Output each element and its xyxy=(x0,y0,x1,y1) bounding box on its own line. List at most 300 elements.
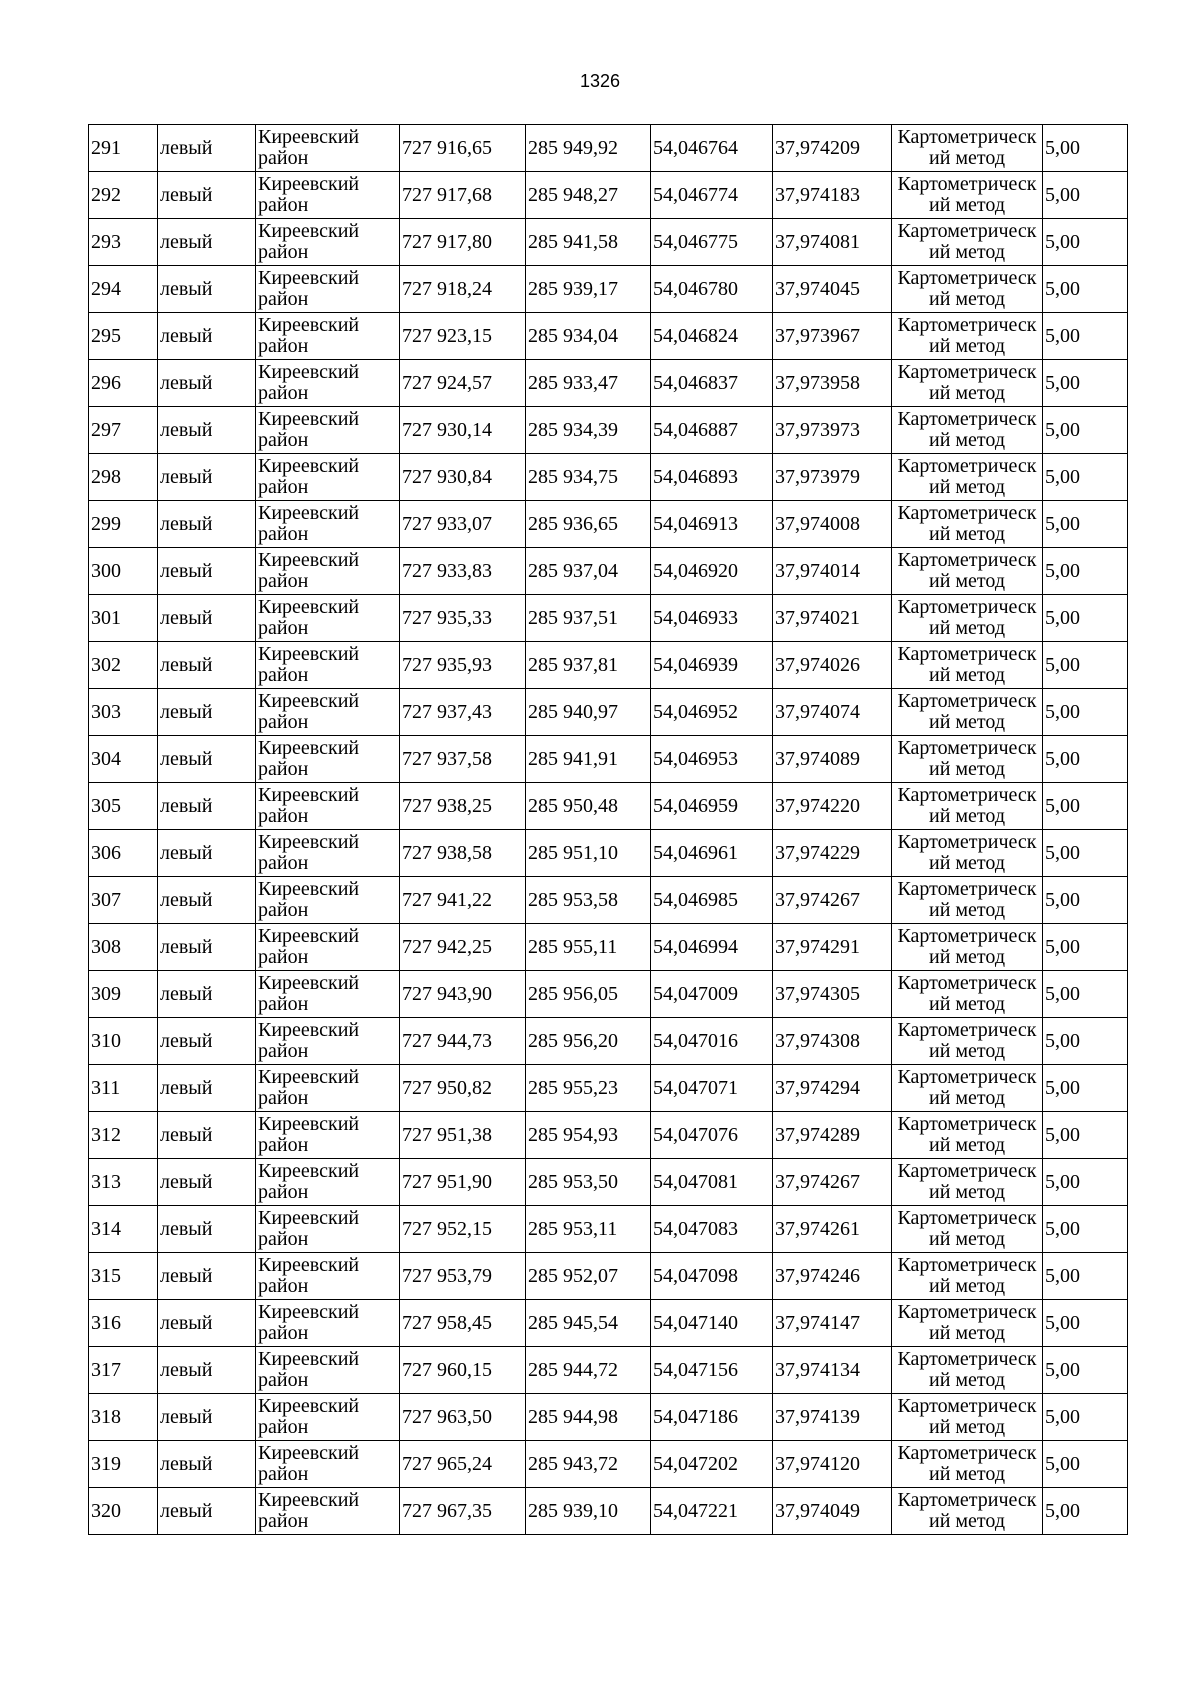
x-coordinate-cell: 727 935,93 xyxy=(400,642,526,689)
latitude-cell: 54,047083 xyxy=(651,1206,773,1253)
method-cell: Картометрическ ий метод xyxy=(892,125,1043,172)
point-number-cell: 318 xyxy=(89,1394,158,1441)
x-coordinate-cell: 727 937,58 xyxy=(400,736,526,783)
x-coordinate-cell: 727 941,22 xyxy=(400,877,526,924)
latitude-cell: 54,046774 xyxy=(651,172,773,219)
point-number-cell: 294 xyxy=(89,266,158,313)
latitude-cell: 54,047076 xyxy=(651,1112,773,1159)
point-number-cell: 297 xyxy=(89,407,158,454)
longitude-cell: 37,973979 xyxy=(773,454,892,501)
latitude-cell: 54,046961 xyxy=(651,830,773,877)
district-cell: Киреевский район xyxy=(256,548,400,595)
side-cell: левый xyxy=(158,1300,256,1347)
accuracy-cell: 5,00 xyxy=(1043,360,1128,407)
x-coordinate-cell: 727 951,38 xyxy=(400,1112,526,1159)
table-row xyxy=(89,595,1128,642)
point-number-cell: 292 xyxy=(89,172,158,219)
accuracy-cell: 5,00 xyxy=(1043,1159,1128,1206)
method-cell: Картометрическ ий метод xyxy=(892,454,1043,501)
table-row xyxy=(89,1018,1128,1065)
district-cell: Киреевский район xyxy=(256,1300,400,1347)
method-cell: Картометрическ ий метод xyxy=(892,1300,1043,1347)
table-row xyxy=(89,1441,1128,1488)
y-coordinate-cell: 285 937,81 xyxy=(526,642,651,689)
y-coordinate-cell: 285 936,65 xyxy=(526,501,651,548)
point-number-cell: 302 xyxy=(89,642,158,689)
latitude-cell: 54,046985 xyxy=(651,877,773,924)
point-number-cell: 311 xyxy=(89,1065,158,1112)
y-coordinate-cell: 285 956,05 xyxy=(526,971,651,1018)
y-coordinate-cell: 285 941,91 xyxy=(526,736,651,783)
longitude-cell: 37,974147 xyxy=(773,1300,892,1347)
method-cell: Картометрическ ий метод xyxy=(892,783,1043,830)
side-cell: левый xyxy=(158,877,256,924)
table-row xyxy=(89,924,1128,971)
table-row xyxy=(89,454,1128,501)
table-row xyxy=(89,219,1128,266)
accuracy-cell: 5,00 xyxy=(1043,313,1128,360)
point-number-cell: 298 xyxy=(89,454,158,501)
longitude-cell: 37,974183 xyxy=(773,172,892,219)
district-cell: Киреевский район xyxy=(256,736,400,783)
method-cell: Картометрическ ий метод xyxy=(892,595,1043,642)
accuracy-cell: 5,00 xyxy=(1043,736,1128,783)
x-coordinate-cell: 727 930,14 xyxy=(400,407,526,454)
point-number-cell: 299 xyxy=(89,501,158,548)
longitude-cell: 37,974305 xyxy=(773,971,892,1018)
x-coordinate-cell: 727 938,58 xyxy=(400,830,526,877)
latitude-cell: 54,046775 xyxy=(651,219,773,266)
district-cell: Киреевский район xyxy=(256,172,400,219)
method-cell: Картометрическ ий метод xyxy=(892,313,1043,360)
point-number-cell: 314 xyxy=(89,1206,158,1253)
accuracy-cell: 5,00 xyxy=(1043,924,1128,971)
x-coordinate-cell: 727 916,65 xyxy=(400,125,526,172)
y-coordinate-cell: 285 939,10 xyxy=(526,1488,651,1535)
district-cell: Киреевский район xyxy=(256,360,400,407)
method-cell: Картометрическ ий метод xyxy=(892,689,1043,736)
longitude-cell: 37,974229 xyxy=(773,830,892,877)
latitude-cell: 54,046913 xyxy=(651,501,773,548)
district-cell: Киреевский район xyxy=(256,1159,400,1206)
x-coordinate-cell: 727 917,68 xyxy=(400,172,526,219)
latitude-cell: 54,046780 xyxy=(651,266,773,313)
longitude-cell: 37,974246 xyxy=(773,1253,892,1300)
x-coordinate-cell: 727 933,83 xyxy=(400,548,526,595)
district-cell: Киреевский район xyxy=(256,1488,400,1535)
accuracy-cell: 5,00 xyxy=(1043,219,1128,266)
x-coordinate-cell: 727 965,24 xyxy=(400,1441,526,1488)
method-cell: Картометрическ ий метод xyxy=(892,172,1043,219)
x-coordinate-cell: 727 942,25 xyxy=(400,924,526,971)
accuracy-cell: 5,00 xyxy=(1043,266,1128,313)
latitude-cell: 54,047221 xyxy=(651,1488,773,1535)
table-row xyxy=(89,736,1128,783)
side-cell: левый xyxy=(158,501,256,548)
side-cell: левый xyxy=(158,125,256,172)
side-cell: левый xyxy=(158,219,256,266)
x-coordinate-cell: 727 944,73 xyxy=(400,1018,526,1065)
method-cell: Картометрическ ий метод xyxy=(892,1065,1043,1112)
coordinates-table xyxy=(88,124,1128,1535)
district-cell: Киреевский район xyxy=(256,407,400,454)
method-cell: Картометрическ ий метод xyxy=(892,407,1043,454)
y-coordinate-cell: 285 934,39 xyxy=(526,407,651,454)
accuracy-cell: 5,00 xyxy=(1043,125,1128,172)
y-coordinate-cell: 285 934,04 xyxy=(526,313,651,360)
point-number-cell: 303 xyxy=(89,689,158,736)
y-coordinate-cell: 285 937,51 xyxy=(526,595,651,642)
accuracy-cell: 5,00 xyxy=(1043,1347,1128,1394)
table-row xyxy=(89,1159,1128,1206)
longitude-cell: 37,974267 xyxy=(773,877,892,924)
latitude-cell: 54,047081 xyxy=(651,1159,773,1206)
point-number-cell: 307 xyxy=(89,877,158,924)
point-number-cell: 309 xyxy=(89,971,158,1018)
accuracy-cell: 5,00 xyxy=(1043,1112,1128,1159)
x-coordinate-cell: 727 933,07 xyxy=(400,501,526,548)
longitude-cell: 37,974014 xyxy=(773,548,892,595)
table-row xyxy=(89,313,1128,360)
longitude-cell: 37,974261 xyxy=(773,1206,892,1253)
longitude-cell: 37,974081 xyxy=(773,219,892,266)
x-coordinate-cell: 727 917,80 xyxy=(400,219,526,266)
accuracy-cell: 5,00 xyxy=(1043,1018,1128,1065)
latitude-cell: 54,047202 xyxy=(651,1441,773,1488)
latitude-cell: 54,047186 xyxy=(651,1394,773,1441)
side-cell: левый xyxy=(158,642,256,689)
side-cell: левый xyxy=(158,360,256,407)
latitude-cell: 54,046887 xyxy=(651,407,773,454)
accuracy-cell: 5,00 xyxy=(1043,407,1128,454)
longitude-cell: 37,974089 xyxy=(773,736,892,783)
method-cell: Картометрическ ий метод xyxy=(892,736,1043,783)
longitude-cell: 37,974289 xyxy=(773,1112,892,1159)
point-number-cell: 293 xyxy=(89,219,158,266)
latitude-cell: 54,046953 xyxy=(651,736,773,783)
point-number-cell: 308 xyxy=(89,924,158,971)
latitude-cell: 54,046764 xyxy=(651,125,773,172)
method-cell: Картометрическ ий метод xyxy=(892,548,1043,595)
table-body xyxy=(89,125,1128,1535)
x-coordinate-cell: 727 938,25 xyxy=(400,783,526,830)
table-row xyxy=(89,172,1128,219)
x-coordinate-cell: 727 967,35 xyxy=(400,1488,526,1535)
y-coordinate-cell: 285 956,20 xyxy=(526,1018,651,1065)
table-row xyxy=(89,1253,1128,1300)
side-cell: левый xyxy=(158,548,256,595)
method-cell: Картометрическ ий метод xyxy=(892,1159,1043,1206)
point-number-cell: 305 xyxy=(89,783,158,830)
y-coordinate-cell: 285 939,17 xyxy=(526,266,651,313)
accuracy-cell: 5,00 xyxy=(1043,1253,1128,1300)
latitude-cell: 54,046994 xyxy=(651,924,773,971)
longitude-cell: 37,974134 xyxy=(773,1347,892,1394)
district-cell: Киреевский район xyxy=(256,595,400,642)
latitude-cell: 54,046959 xyxy=(651,783,773,830)
x-coordinate-cell: 727 950,82 xyxy=(400,1065,526,1112)
point-number-cell: 320 xyxy=(89,1488,158,1535)
table-row xyxy=(89,1347,1128,1394)
table-row xyxy=(89,1394,1128,1441)
table-row xyxy=(89,1206,1128,1253)
district-cell: Киреевский район xyxy=(256,1441,400,1488)
latitude-cell: 54,046824 xyxy=(651,313,773,360)
point-number-cell: 316 xyxy=(89,1300,158,1347)
side-cell: левый xyxy=(158,1159,256,1206)
accuracy-cell: 5,00 xyxy=(1043,501,1128,548)
x-coordinate-cell: 727 923,15 xyxy=(400,313,526,360)
district-cell: Киреевский район xyxy=(256,1018,400,1065)
longitude-cell: 37,974049 xyxy=(773,1488,892,1535)
side-cell: левый xyxy=(158,1488,256,1535)
accuracy-cell: 5,00 xyxy=(1043,1300,1128,1347)
side-cell: левый xyxy=(158,783,256,830)
table-row xyxy=(89,830,1128,877)
longitude-cell: 37,974074 xyxy=(773,689,892,736)
side-cell: левый xyxy=(158,971,256,1018)
accuracy-cell: 5,00 xyxy=(1043,1441,1128,1488)
district-cell: Киреевский район xyxy=(256,924,400,971)
accuracy-cell: 5,00 xyxy=(1043,1488,1128,1535)
x-coordinate-cell: 727 918,24 xyxy=(400,266,526,313)
side-cell: левый xyxy=(158,595,256,642)
longitude-cell: 37,974139 xyxy=(773,1394,892,1441)
side-cell: левый xyxy=(158,407,256,454)
y-coordinate-cell: 285 943,72 xyxy=(526,1441,651,1488)
longitude-cell: 37,974008 xyxy=(773,501,892,548)
x-coordinate-cell: 727 924,57 xyxy=(400,360,526,407)
y-coordinate-cell: 285 954,93 xyxy=(526,1112,651,1159)
side-cell: левый xyxy=(158,266,256,313)
method-cell: Картометрическ ий метод xyxy=(892,1112,1043,1159)
accuracy-cell: 5,00 xyxy=(1043,689,1128,736)
method-cell: Картометрическ ий метод xyxy=(892,360,1043,407)
x-coordinate-cell: 727 963,50 xyxy=(400,1394,526,1441)
district-cell: Киреевский район xyxy=(256,454,400,501)
y-coordinate-cell: 285 955,23 xyxy=(526,1065,651,1112)
y-coordinate-cell: 285 953,58 xyxy=(526,877,651,924)
point-number-cell: 315 xyxy=(89,1253,158,1300)
x-coordinate-cell: 727 958,45 xyxy=(400,1300,526,1347)
accuracy-cell: 5,00 xyxy=(1043,454,1128,501)
x-coordinate-cell: 727 930,84 xyxy=(400,454,526,501)
table-row xyxy=(89,548,1128,595)
district-cell: Киреевский район xyxy=(256,971,400,1018)
district-cell: Киреевский район xyxy=(256,219,400,266)
accuracy-cell: 5,00 xyxy=(1043,1065,1128,1112)
y-coordinate-cell: 285 933,47 xyxy=(526,360,651,407)
method-cell: Картометрическ ий метод xyxy=(892,501,1043,548)
method-cell: Картометрическ ий метод xyxy=(892,971,1043,1018)
y-coordinate-cell: 285 949,92 xyxy=(526,125,651,172)
side-cell: левый xyxy=(158,1112,256,1159)
side-cell: левый xyxy=(158,1347,256,1394)
accuracy-cell: 5,00 xyxy=(1043,783,1128,830)
accuracy-cell: 5,00 xyxy=(1043,548,1128,595)
x-coordinate-cell: 727 953,79 xyxy=(400,1253,526,1300)
side-cell: левый xyxy=(158,689,256,736)
longitude-cell: 37,974021 xyxy=(773,595,892,642)
side-cell: левый xyxy=(158,1065,256,1112)
longitude-cell: 37,973973 xyxy=(773,407,892,454)
method-cell: Картометрическ ий метод xyxy=(892,1441,1043,1488)
side-cell: левый xyxy=(158,1206,256,1253)
latitude-cell: 54,046920 xyxy=(651,548,773,595)
table-row xyxy=(89,1065,1128,1112)
side-cell: левый xyxy=(158,1018,256,1065)
district-cell: Киреевский район xyxy=(256,1253,400,1300)
y-coordinate-cell: 285 937,04 xyxy=(526,548,651,595)
side-cell: левый xyxy=(158,1394,256,1441)
point-number-cell: 319 xyxy=(89,1441,158,1488)
district-cell: Киреевский район xyxy=(256,1206,400,1253)
side-cell: левый xyxy=(158,1253,256,1300)
table-row xyxy=(89,689,1128,736)
latitude-cell: 54,046837 xyxy=(651,360,773,407)
accuracy-cell: 5,00 xyxy=(1043,595,1128,642)
longitude-cell: 37,974294 xyxy=(773,1065,892,1112)
table-row xyxy=(89,783,1128,830)
table-row xyxy=(89,642,1128,689)
point-number-cell: 312 xyxy=(89,1112,158,1159)
y-coordinate-cell: 285 953,11 xyxy=(526,1206,651,1253)
district-cell: Киреевский район xyxy=(256,783,400,830)
point-number-cell: 295 xyxy=(89,313,158,360)
y-coordinate-cell: 285 948,27 xyxy=(526,172,651,219)
side-cell: левый xyxy=(158,1441,256,1488)
method-cell: Картометрическ ий метод xyxy=(892,1394,1043,1441)
x-coordinate-cell: 727 937,43 xyxy=(400,689,526,736)
longitude-cell: 37,974308 xyxy=(773,1018,892,1065)
latitude-cell: 54,047098 xyxy=(651,1253,773,1300)
x-coordinate-cell: 727 952,15 xyxy=(400,1206,526,1253)
point-number-cell: 310 xyxy=(89,1018,158,1065)
x-coordinate-cell: 727 935,33 xyxy=(400,595,526,642)
y-coordinate-cell: 285 952,07 xyxy=(526,1253,651,1300)
y-coordinate-cell: 285 955,11 xyxy=(526,924,651,971)
table-row xyxy=(89,360,1128,407)
latitude-cell: 54,047071 xyxy=(651,1065,773,1112)
x-coordinate-cell: 727 960,15 xyxy=(400,1347,526,1394)
y-coordinate-cell: 285 953,50 xyxy=(526,1159,651,1206)
district-cell: Киреевский район xyxy=(256,689,400,736)
y-coordinate-cell: 285 945,54 xyxy=(526,1300,651,1347)
method-cell: Картометрическ ий метод xyxy=(892,642,1043,689)
district-cell: Киреевский район xyxy=(256,830,400,877)
y-coordinate-cell: 285 941,58 xyxy=(526,219,651,266)
method-cell: Картометрическ ий метод xyxy=(892,1488,1043,1535)
accuracy-cell: 5,00 xyxy=(1043,971,1128,1018)
method-cell: Картометрическ ий метод xyxy=(892,1347,1043,1394)
table-row xyxy=(89,125,1128,172)
longitude-cell: 37,974045 xyxy=(773,266,892,313)
latitude-cell: 54,047016 xyxy=(651,1018,773,1065)
side-cell: левый xyxy=(158,830,256,877)
side-cell: левый xyxy=(158,313,256,360)
side-cell: левый xyxy=(158,454,256,501)
y-coordinate-cell: 285 940,97 xyxy=(526,689,651,736)
district-cell: Киреевский район xyxy=(256,1347,400,1394)
district-cell: Киреевский район xyxy=(256,877,400,924)
longitude-cell: 37,974209 xyxy=(773,125,892,172)
table-row xyxy=(89,501,1128,548)
district-cell: Киреевский район xyxy=(256,1394,400,1441)
longitude-cell: 37,973958 xyxy=(773,360,892,407)
method-cell: Картометрическ ий метод xyxy=(892,219,1043,266)
district-cell: Киреевский район xyxy=(256,1112,400,1159)
table-row xyxy=(89,266,1128,313)
latitude-cell: 54,046952 xyxy=(651,689,773,736)
latitude-cell: 54,046939 xyxy=(651,642,773,689)
longitude-cell: 37,974026 xyxy=(773,642,892,689)
point-number-cell: 291 xyxy=(89,125,158,172)
latitude-cell: 54,047140 xyxy=(651,1300,773,1347)
accuracy-cell: 5,00 xyxy=(1043,1394,1128,1441)
accuracy-cell: 5,00 xyxy=(1043,172,1128,219)
accuracy-cell: 5,00 xyxy=(1043,830,1128,877)
side-cell: левый xyxy=(158,924,256,971)
method-cell: Картометрическ ий метод xyxy=(892,877,1043,924)
district-cell: Киреевский район xyxy=(256,501,400,548)
district-cell: Киреевский район xyxy=(256,642,400,689)
table-row xyxy=(89,971,1128,1018)
district-cell: Киреевский район xyxy=(256,266,400,313)
latitude-cell: 54,047009 xyxy=(651,971,773,1018)
accuracy-cell: 5,00 xyxy=(1043,877,1128,924)
y-coordinate-cell: 285 951,10 xyxy=(526,830,651,877)
longitude-cell: 37,974267 xyxy=(773,1159,892,1206)
district-cell: Киреевский район xyxy=(256,1065,400,1112)
x-coordinate-cell: 727 943,90 xyxy=(400,971,526,1018)
accuracy-cell: 5,00 xyxy=(1043,1206,1128,1253)
x-coordinate-cell: 727 951,90 xyxy=(400,1159,526,1206)
y-coordinate-cell: 285 944,98 xyxy=(526,1394,651,1441)
accuracy-cell: 5,00 xyxy=(1043,642,1128,689)
method-cell: Картометрическ ий метод xyxy=(892,1018,1043,1065)
longitude-cell: 37,973967 xyxy=(773,313,892,360)
district-cell: Киреевский район xyxy=(256,313,400,360)
method-cell: Картометрическ ий метод xyxy=(892,924,1043,971)
table-row xyxy=(89,877,1128,924)
page-number: 1326 xyxy=(579,71,621,91)
point-number-cell: 313 xyxy=(89,1159,158,1206)
district-cell: Киреевский район xyxy=(256,125,400,172)
method-cell: Картометрическ ий метод xyxy=(892,830,1043,877)
point-number-cell: 306 xyxy=(89,830,158,877)
longitude-cell: 37,974220 xyxy=(773,783,892,830)
point-number-cell: 301 xyxy=(89,595,158,642)
side-cell: левый xyxy=(158,172,256,219)
table-row xyxy=(89,1300,1128,1347)
point-number-cell: 300 xyxy=(89,548,158,595)
longitude-cell: 37,974291 xyxy=(773,924,892,971)
side-cell: левый xyxy=(158,736,256,783)
method-cell: Картометрическ ий метод xyxy=(892,1206,1043,1253)
point-number-cell: 304 xyxy=(89,736,158,783)
point-number-cell: 296 xyxy=(89,360,158,407)
method-cell: Картометрическ ий метод xyxy=(892,266,1043,313)
table-row xyxy=(89,1488,1128,1535)
latitude-cell: 54,046893 xyxy=(651,454,773,501)
method-cell: Картометрическ ий метод xyxy=(892,1253,1043,1300)
longitude-cell: 37,974120 xyxy=(773,1441,892,1488)
table-row xyxy=(89,407,1128,454)
latitude-cell: 54,046933 xyxy=(651,595,773,642)
y-coordinate-cell: 285 944,72 xyxy=(526,1347,651,1394)
table-row xyxy=(89,1112,1128,1159)
y-coordinate-cell: 285 934,75 xyxy=(526,454,651,501)
